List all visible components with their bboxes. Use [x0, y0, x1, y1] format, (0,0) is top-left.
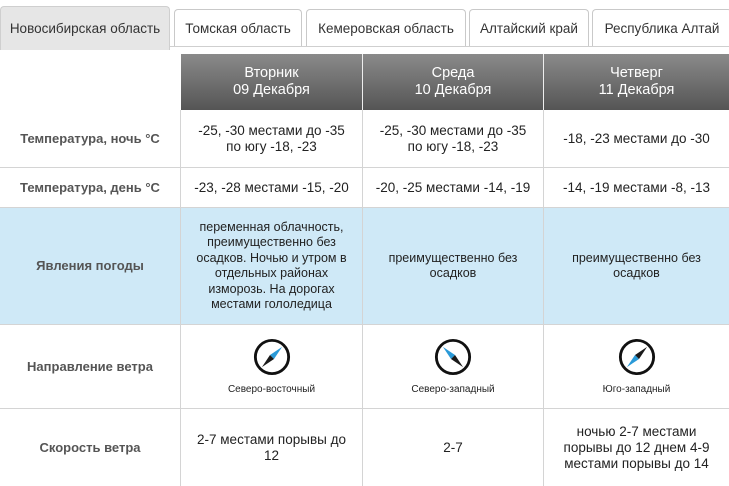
wind-direction-row — [0, 325, 729, 409]
wind-direction-label: Северо-западный — [411, 383, 495, 395]
table-cell: -14, -19 местами -8, -13 — [563, 179, 710, 195]
table-cell: преимущественно без осадков — [363, 208, 544, 324]
table-cell: -25, -30 местами до -35 по югу -18, -23 — [363, 110, 544, 167]
header-corner — [0, 54, 181, 110]
temp-night-row — [0, 110, 729, 168]
table-cell: 2-7 — [363, 409, 544, 486]
weekday-label: Среда — [431, 65, 475, 81]
wind-compass-icon — [434, 338, 472, 376]
wind-speed-row — [0, 409, 729, 486]
wind-direction-label: Северо-восточный — [227, 383, 316, 395]
day-header — [544, 54, 729, 110]
table-cell: -23, -28 местами -15, -20 — [181, 168, 363, 207]
date-label: 11 Декабря — [598, 82, 675, 98]
table-cell — [544, 325, 729, 408]
region-tabs — [0, 0, 729, 54]
row-label: Скорость ветра — [0, 409, 181, 486]
tab-novosibirsk[interactable]: Новосибирская область — [0, 6, 170, 50]
header-row — [0, 54, 729, 110]
table-cell — [181, 325, 363, 408]
date-label: 09 Декабря — [233, 82, 310, 98]
weekday-label: Вторник — [244, 65, 299, 81]
row-label: Температура, ночь °С — [0, 110, 181, 167]
temp-day-row — [0, 168, 729, 208]
row-label: Направление ветра — [0, 325, 181, 408]
wind-direction-label: Юго-западный — [602, 383, 671, 395]
table-cell: -25, -30 местами до -35 по югу -18, -23 — [181, 110, 363, 167]
wind-compass-icon — [618, 338, 656, 376]
wind-compass-icon — [253, 338, 291, 376]
tab-altai-krai[interactable]: Алтайский край — [469, 9, 589, 46]
table-cell: преимущественно без осадков — [572, 250, 701, 280]
weekday-label: Четверг — [610, 65, 663, 81]
tab-altai-republic[interactable]: Республика Алтай — [592, 9, 729, 46]
day-header — [181, 54, 363, 110]
table-cell: -18, -23 местами до -30 — [563, 130, 710, 146]
row-label: Температура, день °С — [0, 168, 181, 207]
date-label: 10 Декабря — [414, 82, 492, 98]
row-label: Явления погоды — [0, 208, 181, 324]
table-cell: переменная облачность, преимущественно без осадков. Ночью и утром в отдельных районах изморозь. На дорогах местами гололедица — [181, 208, 363, 324]
tab-kemerovo[interactable]: Кемеровская область — [306, 9, 466, 46]
weather-row — [0, 208, 729, 325]
table-cell: 2-7 местами порывы до 12 — [181, 409, 363, 486]
table-cell — [363, 325, 544, 408]
tab-tomsk[interactable]: Томская область — [174, 9, 302, 46]
table-cell: ночью 2-7 местами порывы до 12 днем 4-9 местами порывы до 14 — [563, 423, 710, 471]
day-header — [363, 54, 544, 110]
table-cell: -20, -25 местами -14, -19 — [363, 168, 544, 207]
